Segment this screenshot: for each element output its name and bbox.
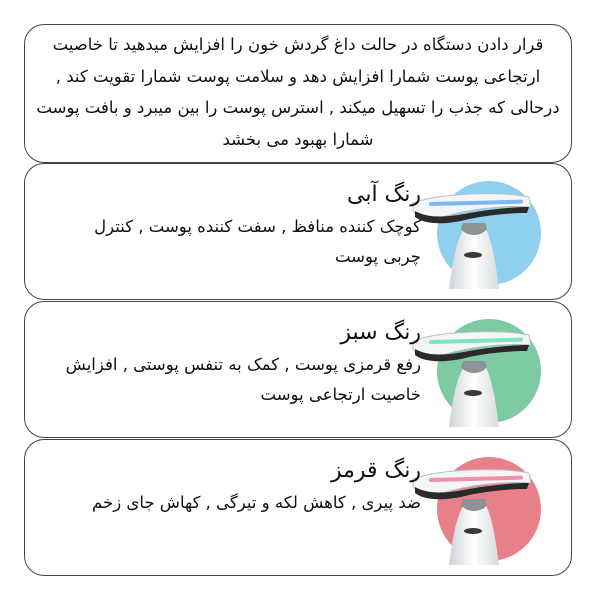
card-desc-line: خاصیت ارتجاعی پوست xyxy=(260,385,421,404)
neck-device-blue-light-icon xyxy=(409,177,531,289)
card-desc-line: رفع قرمزی پوست , کمک به تنفس پوستی , افزایش xyxy=(65,355,421,374)
color-circle-green xyxy=(437,319,541,423)
card-text xyxy=(45,456,421,518)
intro-line: درحالی که جذب را تسهیل میکند , استرس پوست را بین میبرد و بافت پوست xyxy=(36,98,560,117)
card-title: رنگ آبی xyxy=(346,182,421,207)
neck-device-green-light-icon xyxy=(409,315,531,427)
card-title: رنگ سبز xyxy=(340,320,421,345)
card-title: رنگ قرمز xyxy=(330,458,421,483)
card-red-light xyxy=(24,439,572,576)
intro-box xyxy=(24,24,572,163)
intro-line: شمارا بهبود می بخشد xyxy=(222,129,374,149)
card-blue-light xyxy=(24,163,572,300)
card-desc-line: کوچک کننده منافظ , سفت کننده پوست , کنترل xyxy=(94,217,421,236)
card-desc-line: چربی پوست xyxy=(334,247,421,266)
card-text xyxy=(45,180,421,272)
card-desc-line: ضد پیری , کاهش لکه و تیرگی , کهاش جای زخم xyxy=(92,493,421,512)
color-circle-red xyxy=(437,457,541,561)
card-text xyxy=(45,318,421,410)
intro-line: قرار دادن دستگاه در حالت داغ گردش خون را افزایش میدهید تا خاصیت xyxy=(52,35,544,54)
intro-line: ارتجاعی پوست شمارا افزایش دهد و سلامت پوست شمارا تقویت کند , xyxy=(55,66,541,86)
neck-device-red-light-icon xyxy=(409,453,531,565)
color-circle-blue xyxy=(437,181,541,285)
card-green-light xyxy=(24,301,572,438)
